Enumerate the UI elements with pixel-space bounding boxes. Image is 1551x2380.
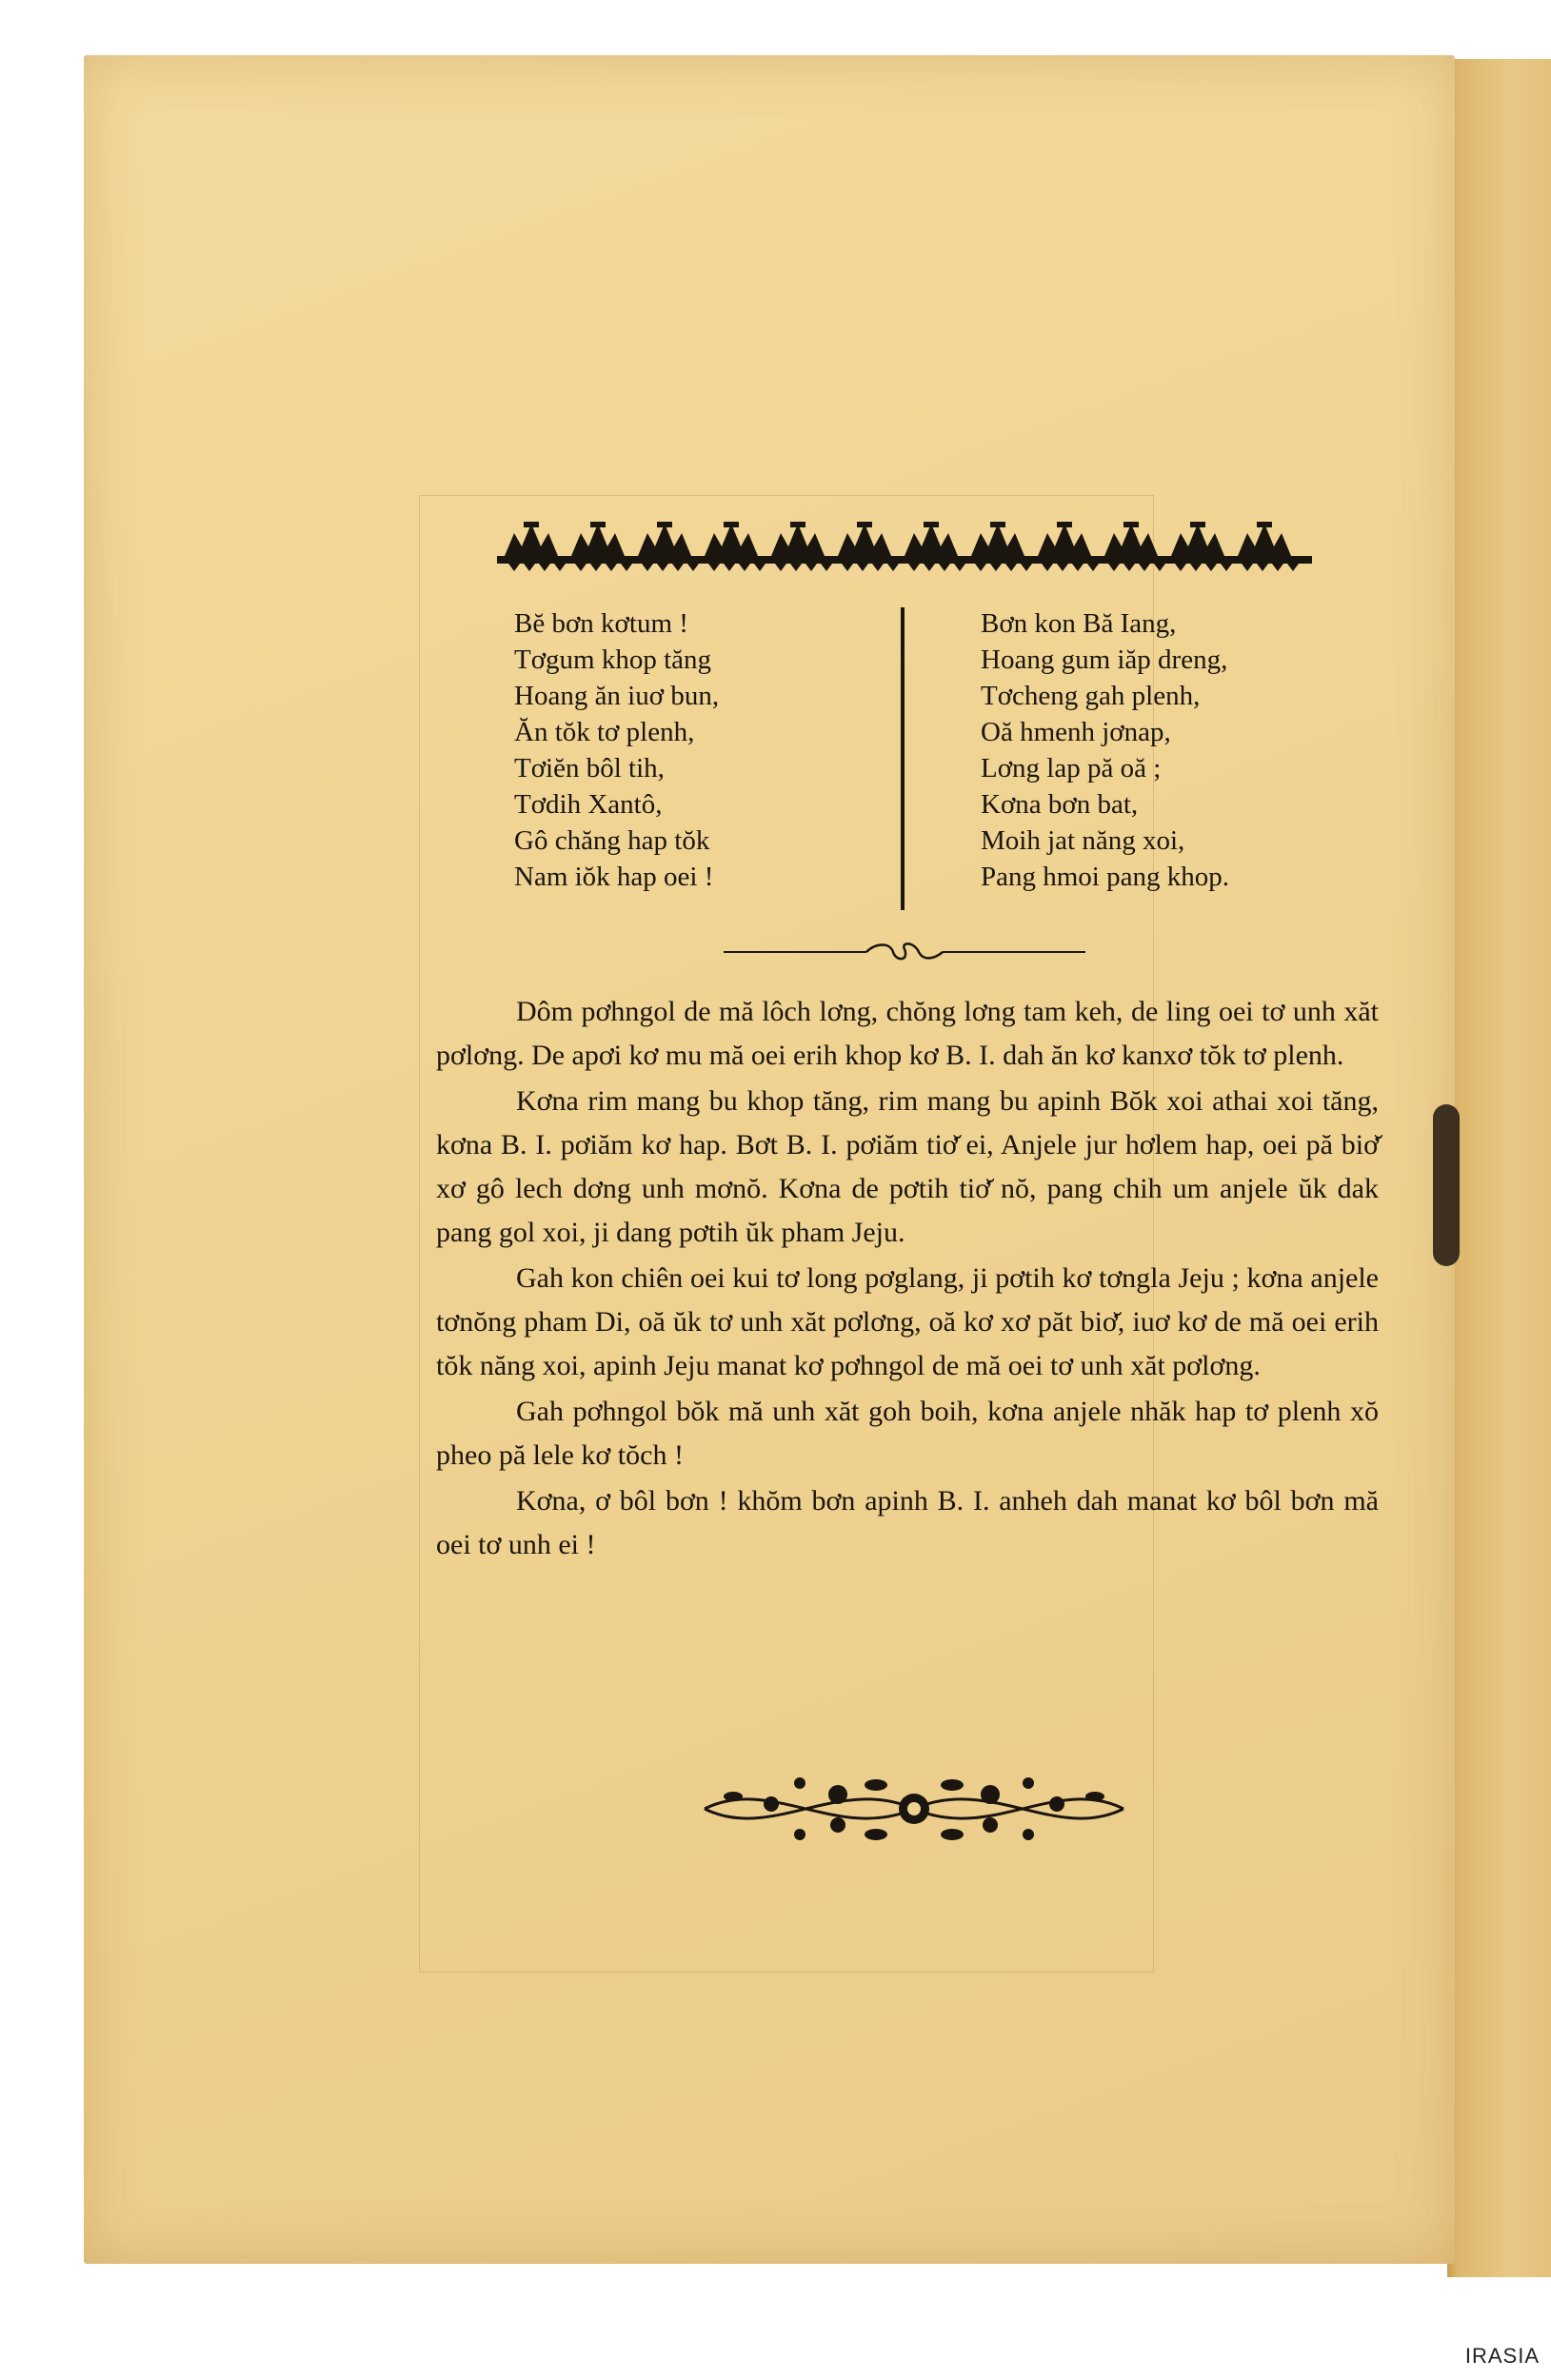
border-motif: [1171, 522, 1224, 556]
border-fringe: [1042, 564, 1099, 571]
poem-line: Moih jat năng xoi,: [981, 825, 1185, 856]
poem-line: Bĕ bơn kơtum !: [514, 608, 688, 639]
poem-line: Lơng lap pă oă ;: [981, 753, 1162, 783]
poem-line: Bơn kon Bă Iang,: [981, 608, 1177, 639]
poem-line: Kơna bơn bat,: [981, 789, 1139, 820]
poem-line: Nam iŏk hap oei !: [514, 862, 714, 892]
border-motif: [1238, 522, 1291, 556]
border-fringe: [642, 564, 699, 571]
border-motif: [705, 522, 758, 556]
poem-line: Tơiĕn bôl tih,: [514, 753, 665, 783]
border-motif: [1038, 522, 1091, 556]
border-motif: [1104, 522, 1158, 556]
border-fringe: [575, 564, 632, 571]
border-fringe: [1108, 564, 1165, 571]
border-motif: [771, 522, 825, 556]
border-fringe: [1175, 564, 1232, 571]
watermark: IRASIA: [1464, 2344, 1540, 2368]
border-fringe: [975, 564, 1032, 571]
poem-line: Pang hmoi pang khop.: [981, 862, 1229, 892]
paragraph: Gah pơhngol bŏk mă unh xăt goh boih, kơna anjele nhăk hap tơ plenh xŏ pheo pă lele kơ tŏch !: [436, 1396, 1379, 1471]
poem-column-divider: [901, 607, 905, 910]
border-motif: [905, 522, 958, 556]
paragraph: Gah kon chiên oei kui tơ long pơglang, ji pơtih kơ tơngla Jeju ; kơna anjele tơnŏng pham Di, oă ŭk tơ unh xăt pơlơng, oă kơ xơ păt biơ̆, iuơ kơ de mă oei erih tŏk năng xoi, apinh Jeju manat kơ pơhngol de mă oei tơ unh xăt pơlơng.: [436, 1262, 1379, 1381]
page-stain: [1433, 1104, 1460, 1266]
poem-line: Ăn tŏk tơ plenh,: [514, 717, 695, 747]
border-motif: [638, 522, 691, 556]
poem-line: Tơgum khop tăng: [514, 645, 712, 675]
paragraph: Dôm pơhngol de mă lôch lơng, chŏng lơng tam keh, de ling oei tơ unh xăt pơlơng. De apơi kơ mu mă oei erih khop kơ B. I. dah ăn kơ kanxơ tŏk tơ plenh.: [436, 996, 1379, 1071]
border-motif: [505, 522, 558, 556]
poem-line: Hoang gum iăp dreng,: [981, 645, 1228, 675]
poem: [514, 605, 1314, 910]
poem-line: Oă hmenh jơnap,: [981, 717, 1171, 747]
border-motif: [971, 522, 1024, 556]
poem-line: Tơdih Xantô,: [514, 789, 663, 820]
floral-ornament: [695, 1756, 1133, 1861]
border-fringe: [775, 564, 832, 571]
poem-left-column: [514, 605, 719, 895]
border-fringe: [1242, 564, 1299, 571]
swash-divider: [724, 938, 1085, 966]
poem-right-column: [981, 605, 1229, 895]
border-fringe: [908, 564, 965, 571]
decorative-border-top: [497, 514, 1312, 575]
prose-body: [436, 990, 1379, 1569]
border-fringe: [708, 564, 766, 571]
poem-line: Tơcheng gah plenh,: [981, 681, 1201, 711]
poem-line: Hoang ăn iuơ bun,: [514, 681, 720, 711]
paragraph: Kơna rim mang bu khop tăng, rim mang bu apinh Bŏk xoi athai xoi tăng, kơna B. I. pơiăm kơ hap. Bơt B. I. pơiăm tiơ̆ ei, Anjele jur hơlem hap, oei pă biơ̆ xơ gô lech dơng unh mơnŏ. Kơna de pơtih tiơ̆ nŏ, pang chih um anjele ŭk dak pang gol xoi, ji dang pơtih ŭk pham Jeju.: [436, 1085, 1379, 1248]
border-fringe: [508, 564, 566, 571]
border-fringe: [842, 564, 899, 571]
adjacent-page-edge: [1447, 59, 1551, 2277]
border-motif: [571, 522, 625, 556]
border-motif: [838, 522, 891, 556]
poem-line: Gô chăng hap tŏk: [514, 825, 710, 856]
paragraph: Kơna, ơ bôl bơn ! khŏm bơn apinh B. I. anheh dah manat kơ bôl bơn mă oei tơ unh ei !: [436, 1485, 1379, 1560]
